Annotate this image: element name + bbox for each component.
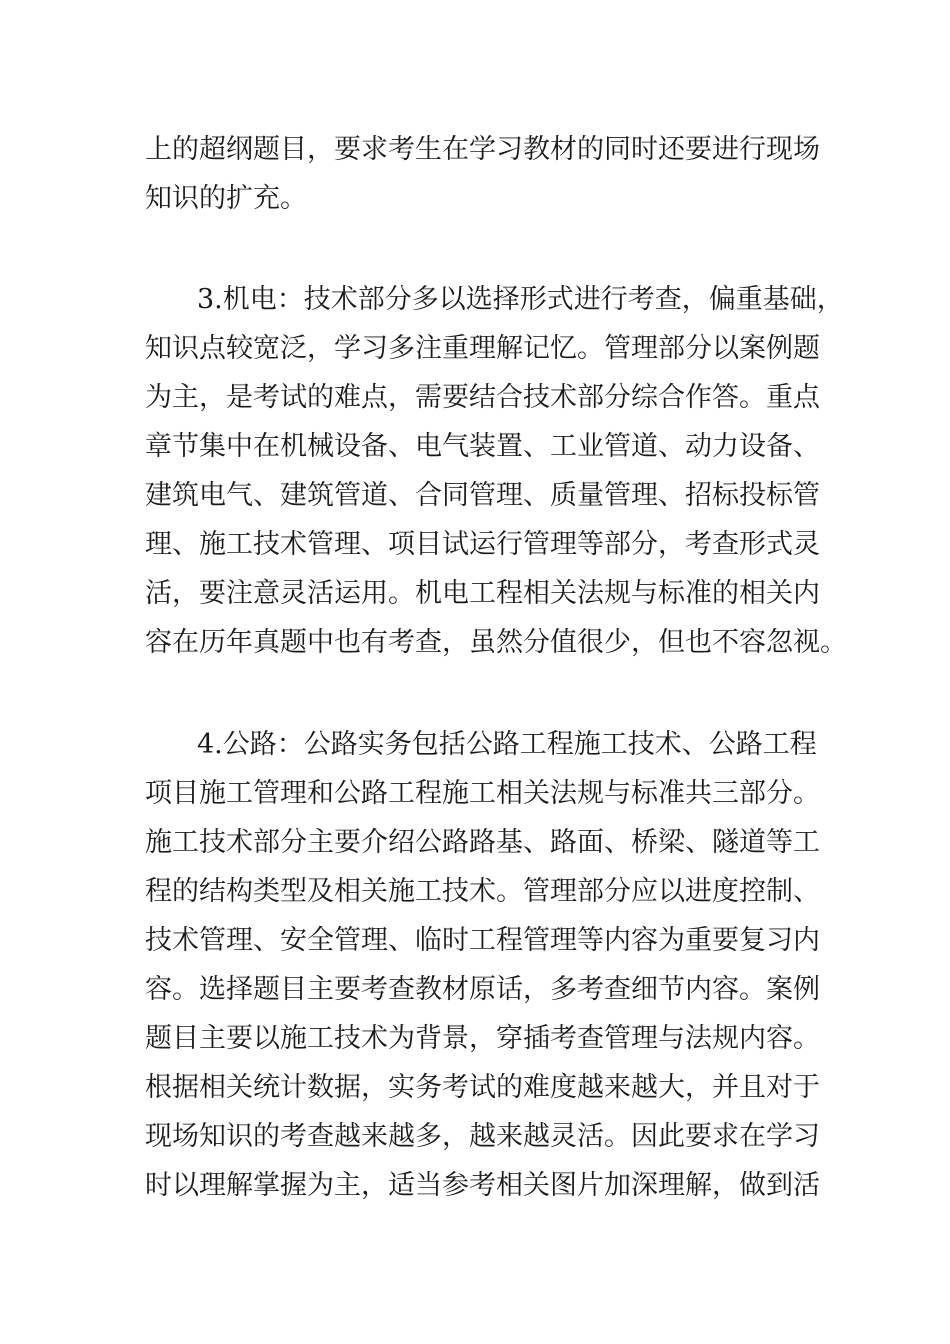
section3-line-4: 章节集中在机械设备、电气装置、工业管道、动力设备、: [145, 431, 820, 462]
section3-line-3: 为主，是考试的难点，需要结合技术部分综合作答。重点: [145, 382, 820, 413]
section3-line-5: 建筑电气、建筑管道、合同管理、质量管理、招标投标管: [145, 480, 820, 511]
section4-line-5: 技术管理、安全管理、临时工程管理等内容为重要复习内: [145, 925, 820, 956]
section4-line-7: 题目主要以施工技术为背景，穿插考查管理与法规内容。: [145, 1023, 820, 1054]
section4-line-4: 程的结构类型及相关施工技术。管理部分应以进度控制、: [145, 876, 820, 907]
section4-line-2: 项目施工管理和公路工程施工相关法规与标准共三部分。: [145, 778, 820, 809]
section4-line-10: 时以理解掌握为主，适当参考相关图片加深理解，做到活: [145, 1170, 820, 1201]
section4-line-6: 容。选择题目主要考查教材原话，多考查细节内容。案例: [145, 974, 820, 1005]
section3-line-7: 活，要注意灵活运用。机电工程相关法规与标准的相关内: [145, 578, 820, 609]
section4-line-1: 4.公路：公路实务包括公路工程施工技术、公路工程: [197, 729, 817, 760]
section3-line-1: 3.机电：技术部分多以选择形式进行考查，偏重基础，: [197, 284, 844, 315]
section4-line-8: 根据相关统计数据，实务考试的难度越来越大，并且对于: [145, 1072, 820, 1103]
section4-line-3: 施工技术部分主要介绍公路路基、路面、桥梁、隧道等工: [145, 827, 820, 858]
intro-line-2: 知识的扩充。: [145, 183, 307, 214]
section3-line-8: 容在历年真题中也有考查，虽然分值很少，但也不容忽视。: [145, 627, 847, 658]
section3-line-6: 理、施工技术管理、项目试运行管理等部分，考查形式灵: [145, 529, 820, 560]
intro-line-1: 上的超纲题目，要求考生在学习教材的同时还要进行现场: [145, 134, 820, 165]
section3-line-2: 知识点较宽泛，学习多注重理解记忆。管理部分以案例题: [145, 333, 820, 364]
section4-line-9: 现场知识的考查越来越多，越来越灵活。因此要求在学习: [145, 1121, 820, 1152]
